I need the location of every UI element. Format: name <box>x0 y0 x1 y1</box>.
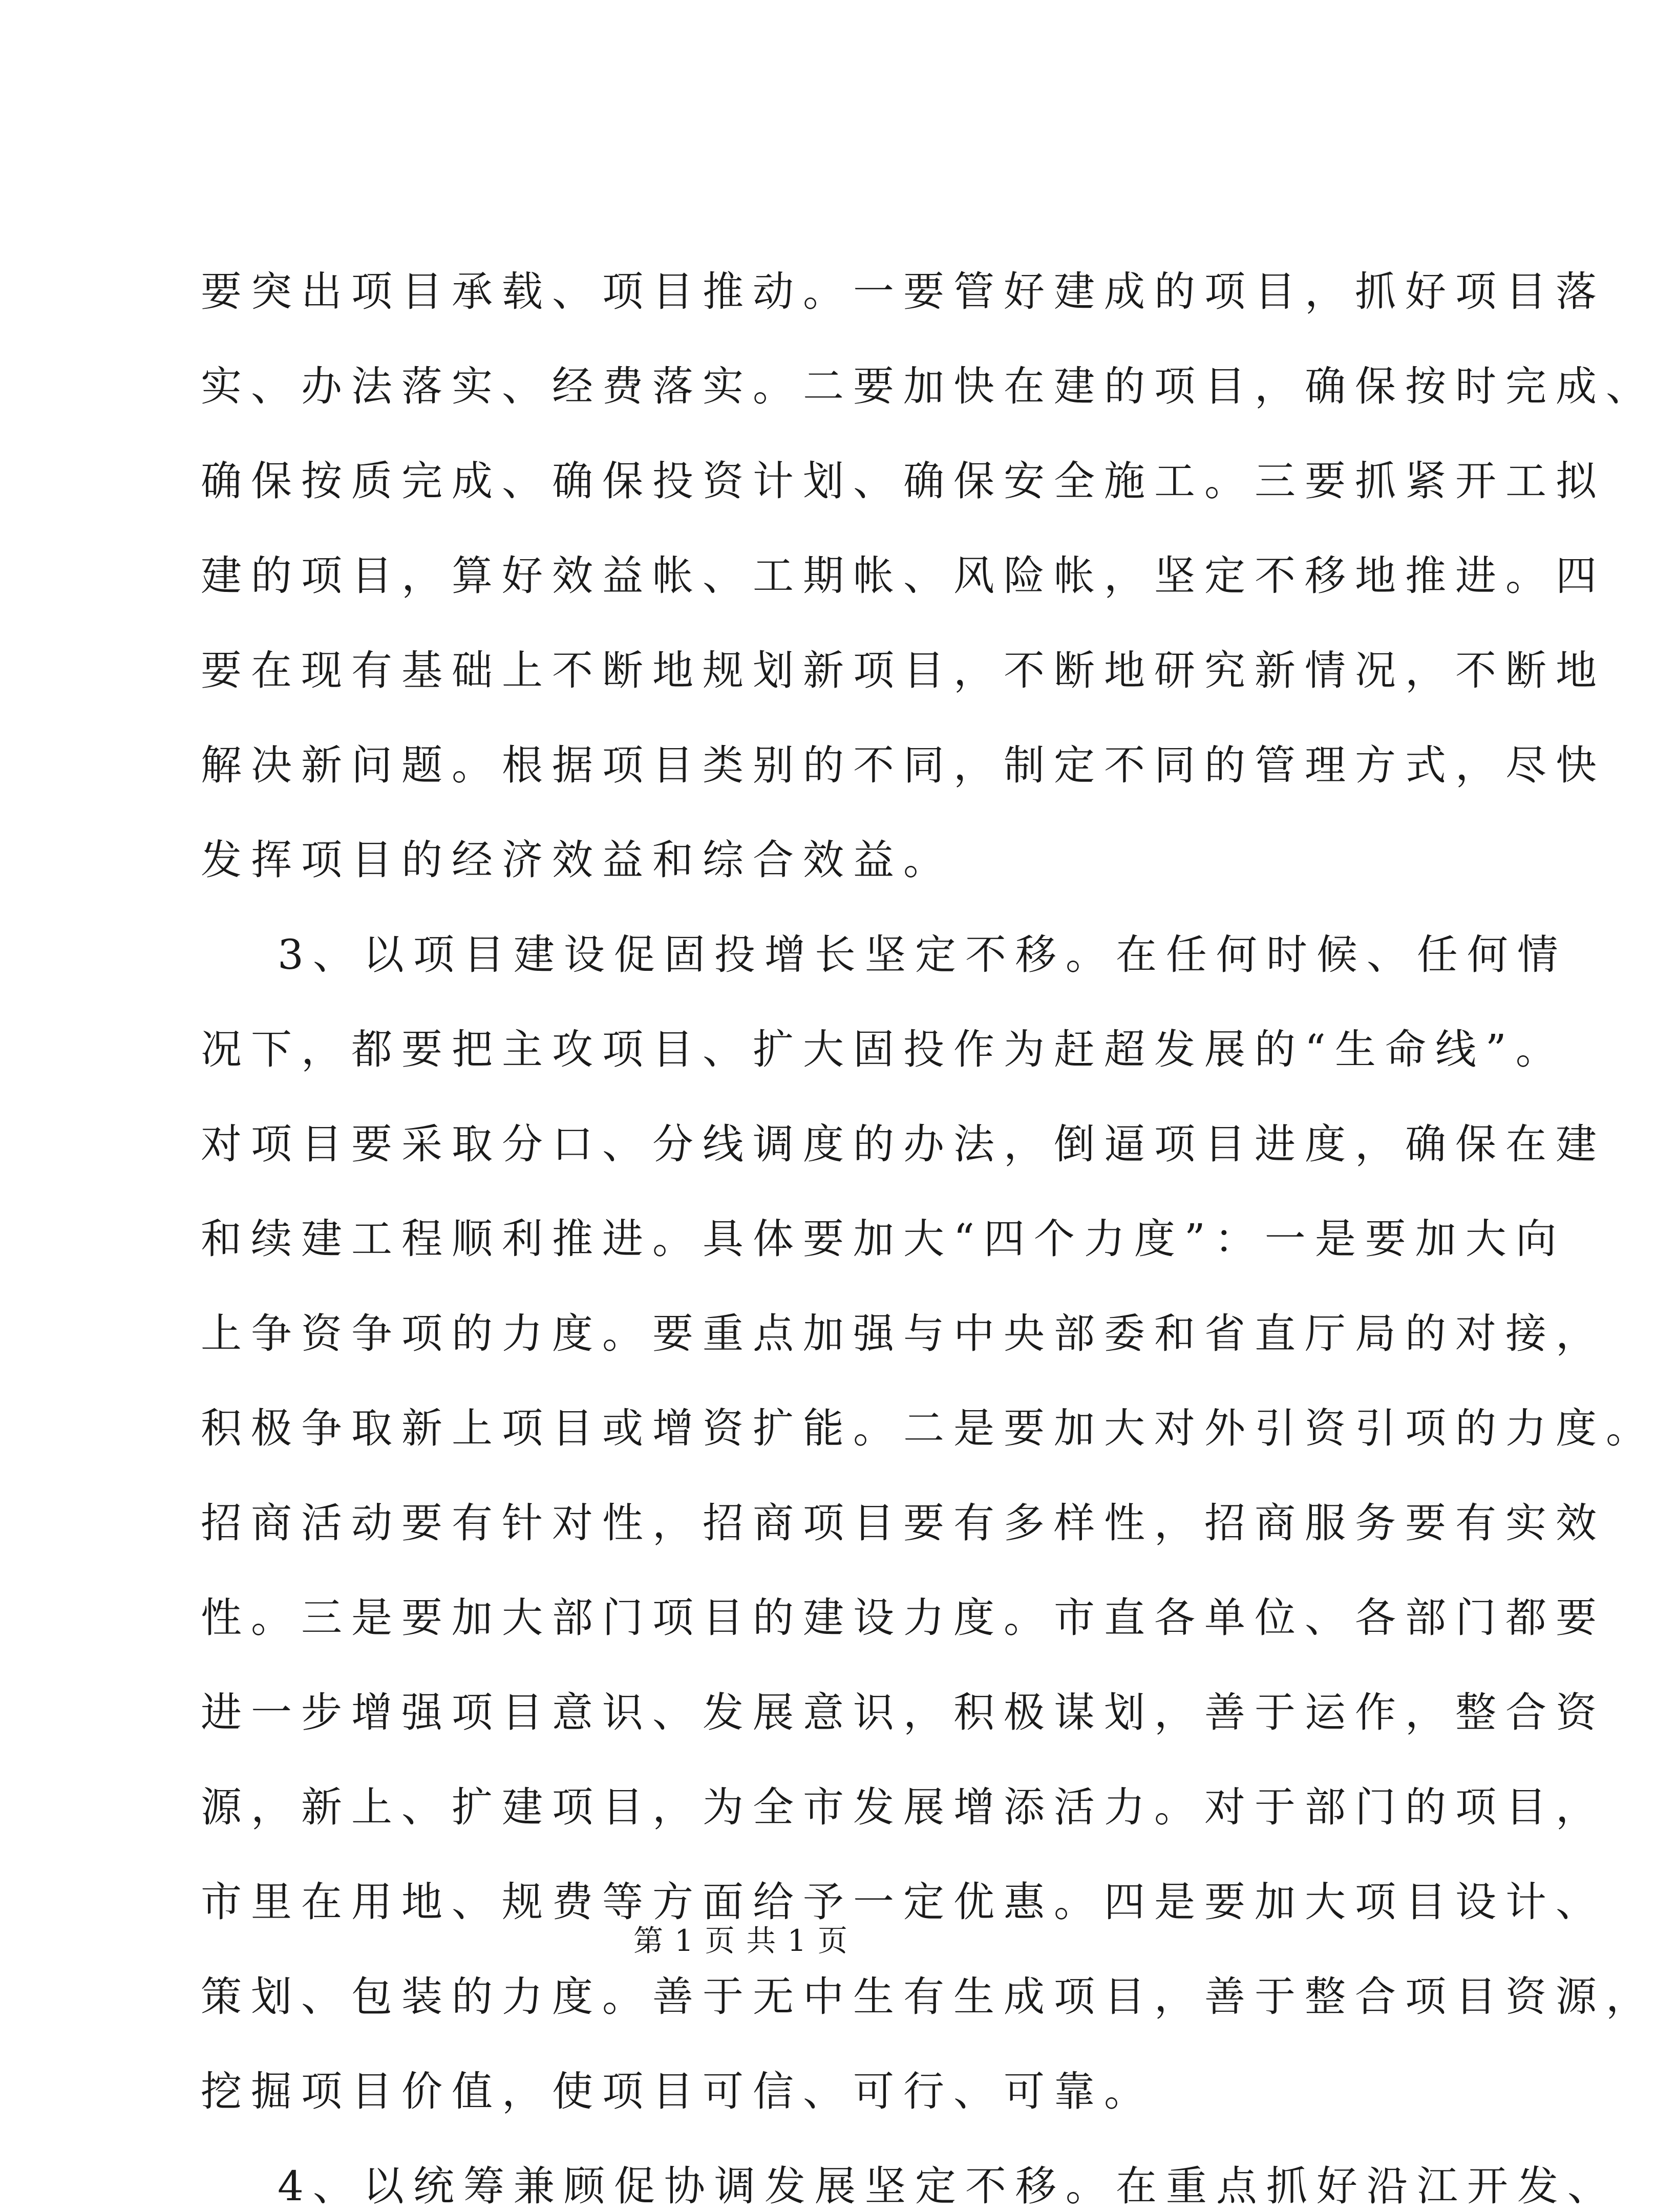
text-line: 要在现有基础上不断地规划新项目，不断地研究新情况，不断地 <box>201 647 1606 694</box>
text-line: 进一步增强项目意识、发展意识，积极谋划，善于运作，整合资 <box>201 1689 1606 1736</box>
text-line: 实、办法落实、经费落实。二要加快在建的项目，确保按时完成、 <box>201 363 1656 410</box>
text-line: 和续建工程顺利推进。具体要加大“四个力度”：一是要加大向 <box>201 1215 1566 1263</box>
text-line: 挖掘项目价值，使项目可信、可行、可靠。 <box>201 2068 1154 2115</box>
page-footer: 第 1 页 共 1 页 <box>633 1923 848 1958</box>
text-line: 要突出项目承载、项目推动。一要管好建成的项目，抓好项目落 <box>201 268 1606 315</box>
paragraph-start-line: 3、以项目建设促固投增长坚定不移。在任何时候、任何情 <box>278 931 1567 979</box>
paragraph-start-line: 4、以统筹兼顾促协调发展坚定不移。在重点抓好沿江开发、 <box>278 2162 1618 2210</box>
text-line: 发挥项目的经济效益和综合效益。 <box>201 836 953 884</box>
text-line: 对项目要采取分口、分线调度的办法，倒逼项目进度，确保在建 <box>201 1120 1606 1168</box>
text-line: 况下，都要把主攻项目、扩大固投作为赶超发展的“生命线”。 <box>201 1026 1566 1073</box>
text-line: 性。三是要加大部门项目的建设力度。市直各单位、各部门都要 <box>201 1594 1606 1642</box>
text-line: 建的项目，算好效益帐、工期帐、风险帐，坚定不移地推进。四 <box>201 552 1606 600</box>
text-line: 上争资争项的力度。要重点加强与中央部委和省直厅局的对接， <box>201 1310 1606 1357</box>
text-line: 源，新上、扩建项目，为全市发展增添活力。对于部门的项目， <box>201 1783 1606 1831</box>
text-line: 确保按质完成、确保投资计划、确保安全施工。三要抓紧开工拟 <box>201 457 1606 505</box>
text-line: 积极争取新上项目或增资扩能。二是要加大对外引资引项的力度。 <box>201 1405 1656 1452</box>
text-line: 招商活动要有针对性，招商项目要有多样性，招商服务要有实效 <box>201 1499 1606 1547</box>
text-line: 策划、包装的力度。善于无中生有生成项目，善于整合项目资源， <box>201 1973 1656 2020</box>
text-line: 市里在用地、规费等方面给予一定优惠。四是要加大项目设计、 <box>201 1878 1606 1926</box>
text-line: 解决新问题。根据项目类别的不同，制定不同的管理方式，尽快 <box>201 741 1606 789</box>
